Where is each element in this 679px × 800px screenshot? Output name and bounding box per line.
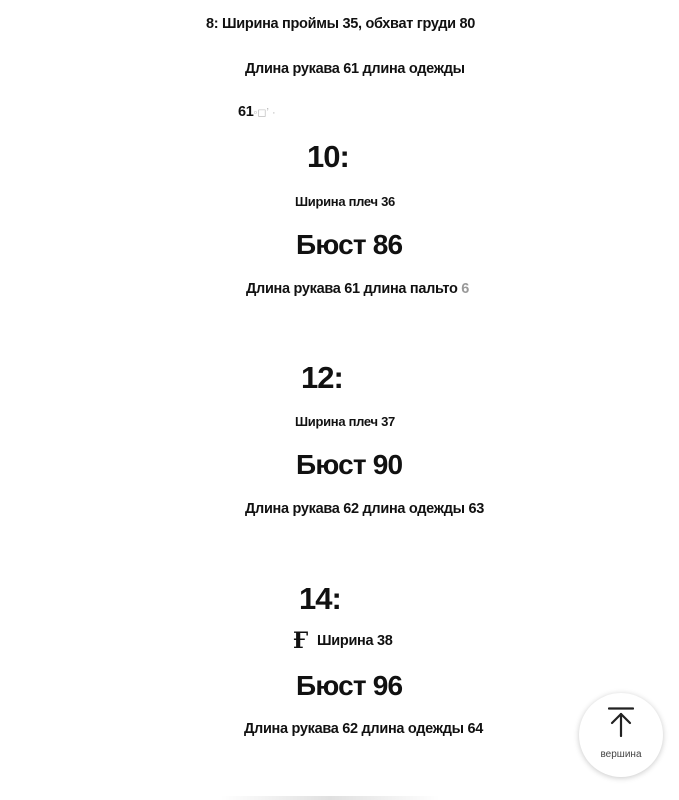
- scroll-to-top-button[interactable]: [579, 693, 663, 777]
- size10-shoulder: Ширина плеч 36: [295, 194, 395, 209]
- size14-shoulder: Ширина 38: [317, 633, 393, 649]
- decorative-glyph-icon: Ғ: [293, 628, 309, 654]
- bottom-edge-shadow: [220, 796, 440, 800]
- arrow-up-to-top-icon: [608, 707, 634, 737]
- size12-bust: Бюст 90: [296, 449, 403, 480]
- size8-line3: [238, 104, 276, 120]
- size14-heading: 14:: [299, 581, 341, 616]
- size12-heading: 12:: [301, 360, 343, 395]
- size8-line3-value: 61: [238, 104, 254, 120]
- scroll-to-top-label: вершина: [600, 749, 642, 760]
- size12-lengths: Длина рукава 62 длина одежды 63: [245, 501, 484, 517]
- size14-bust: Бюст 96: [296, 670, 403, 701]
- size10-lengths-tail: 6: [461, 281, 470, 297]
- size10-bust: Бюст 86: [296, 229, 403, 260]
- size8-line2: Длина рукава 61 длина одежды: [245, 61, 465, 77]
- size10-lengths: [246, 281, 469, 297]
- size10-lengths-text: Длина рукава 61 длина пальто: [246, 281, 458, 297]
- faded-text-fragment: ◦◻ʼ ·: [253, 107, 276, 119]
- size10-heading: 10:: [307, 139, 349, 174]
- size8-line1: 8: Ширина проймы 35, обхват груди 80: [206, 16, 476, 32]
- size14-lengths: Длина рукава 62 длина одежды 64: [244, 721, 483, 737]
- size12-shoulder: Ширина плеч 37: [295, 414, 395, 429]
